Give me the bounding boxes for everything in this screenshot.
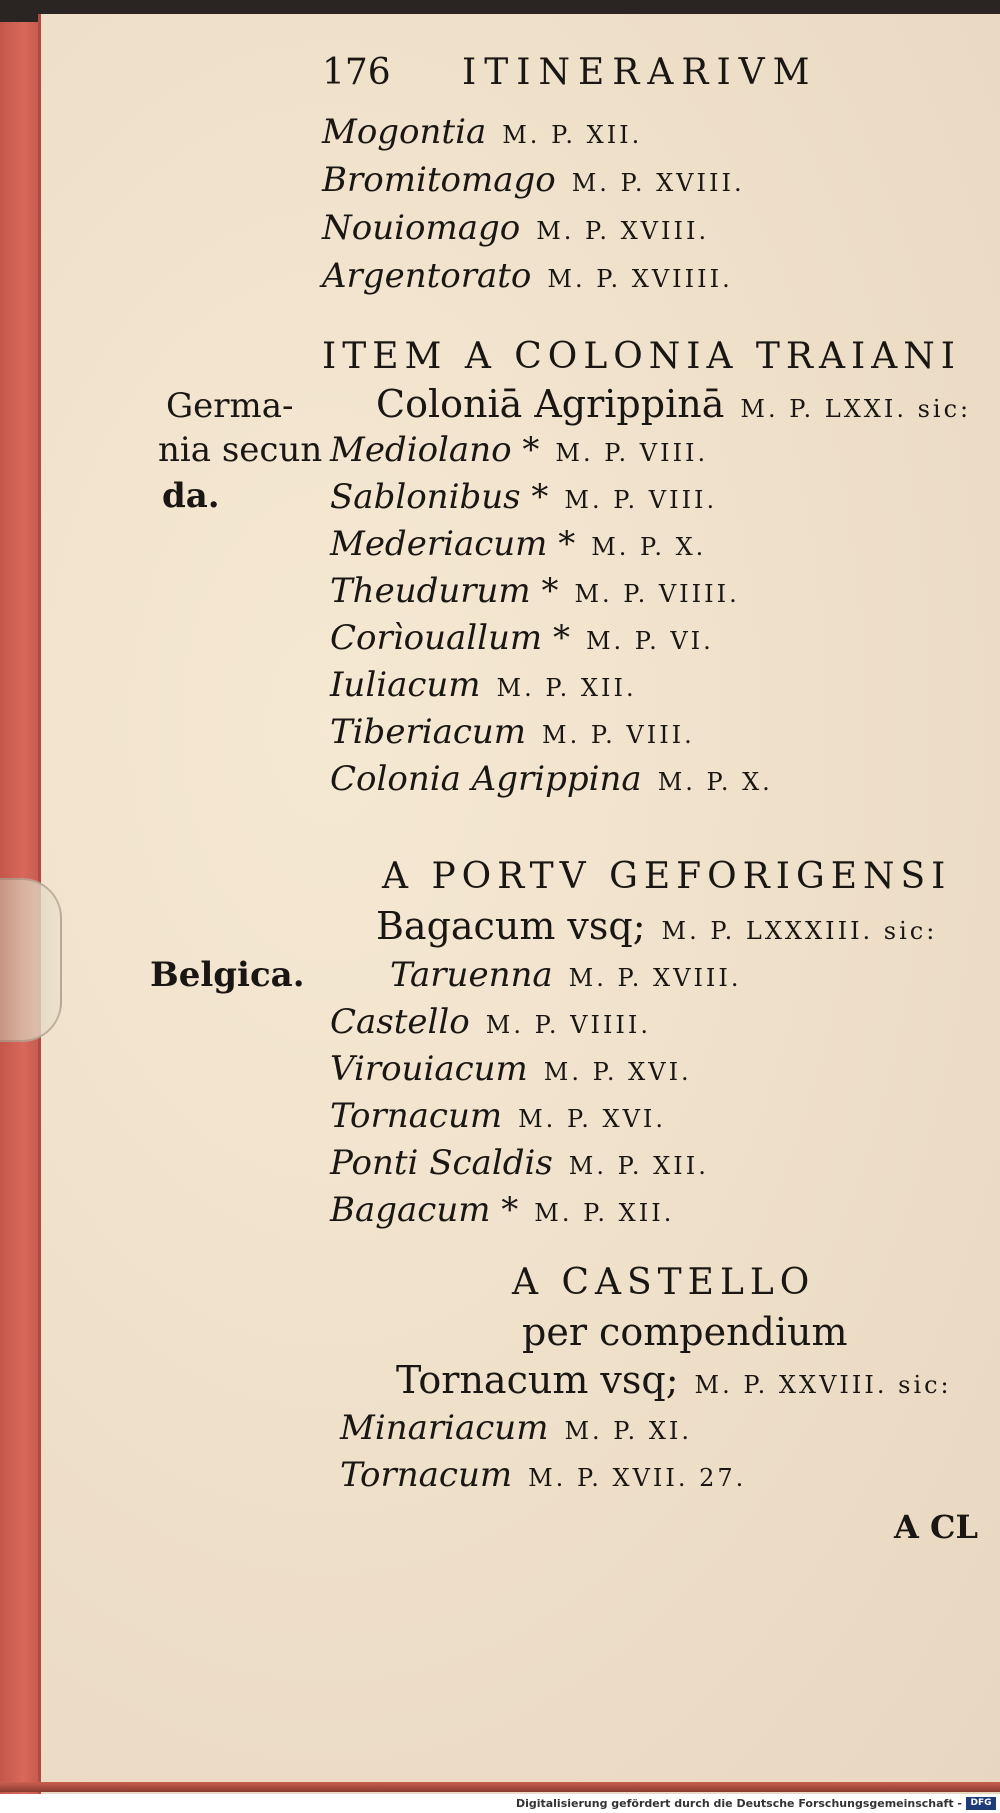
list-item: Tornacum M. P. XVII. 27.	[340, 1455, 747, 1495]
page-clip	[0, 878, 62, 1042]
book-edge-bottom	[0, 1782, 1000, 1792]
dfg-logo-icon: DFG	[966, 1797, 996, 1810]
section-heading: ITEM A COLONIA TRAIANI	[322, 336, 961, 377]
digitization-footer	[0, 1794, 1000, 1813]
list-item: Mediolano * M. P. VIII.	[330, 430, 709, 470]
list-item: Castello M. P. VIIII.	[330, 1002, 652, 1042]
list-item: Nouiomago M. P. XVIII.	[322, 208, 710, 248]
list-item: Tiberiacum M. P. VIII.	[330, 712, 695, 752]
section-subheading: Bagacum vsq; M. P. LXXXIII. sic:	[376, 904, 938, 948]
section-subheading: Coloniā Agrippinā M. P. LXXI. sic:	[376, 382, 972, 426]
list-item: Tornacum M. P. XVI.	[330, 1096, 667, 1136]
list-item: Taruenna M. P. XVIII.	[390, 955, 742, 995]
list-item: Mederiacum * M. P. X.	[330, 524, 707, 564]
list-item: Sablonibus * M. P. VIII.	[330, 477, 718, 517]
list-item: Argentorato M. P. XVIIII.	[322, 256, 733, 296]
catchword: A CL	[894, 1508, 978, 1546]
margin-note: nia secun	[158, 430, 323, 470]
margin-note: Belgica.	[150, 955, 305, 995]
running-title: ITINERARIVM	[462, 52, 818, 93]
section-heading: A CASTELLO	[512, 1262, 816, 1303]
list-item: Mogontia M. P. XII.	[322, 112, 643, 152]
list-item: Colonia Agrippina M. P. X.	[330, 759, 773, 799]
list-item: Bagacum * M. P. XII.	[330, 1190, 675, 1230]
list-item: Minariacum M. P. XI.	[340, 1408, 693, 1448]
list-item: Virouiacum M. P. XVI.	[330, 1049, 692, 1089]
list-item: Corìouallum * M. P. VI.	[330, 618, 714, 658]
list-item: Iuliacum M. P. XII.	[330, 665, 637, 705]
page-number: 176	[322, 52, 391, 93]
list-item: Bromitomago M. P. XVIII.	[322, 160, 745, 200]
footer-credit: Digitalisierung gefördert durch die Deutsche Forschungsgemeinschaft -	[515, 1797, 962, 1810]
section-subheading: Tornacum vsq; M. P. XXVIII. sic:	[396, 1358, 952, 1402]
section-subheading: per compendium	[522, 1310, 848, 1354]
margin-note: Germa-	[166, 386, 294, 426]
list-item: Ponti Scaldis M. P. XII.	[330, 1143, 709, 1183]
margin-note: da.	[162, 476, 220, 516]
list-item: Theudurum * M. P. VIIII.	[330, 571, 740, 611]
section-heading: A PORTV GEFORIGENSI	[382, 856, 952, 897]
